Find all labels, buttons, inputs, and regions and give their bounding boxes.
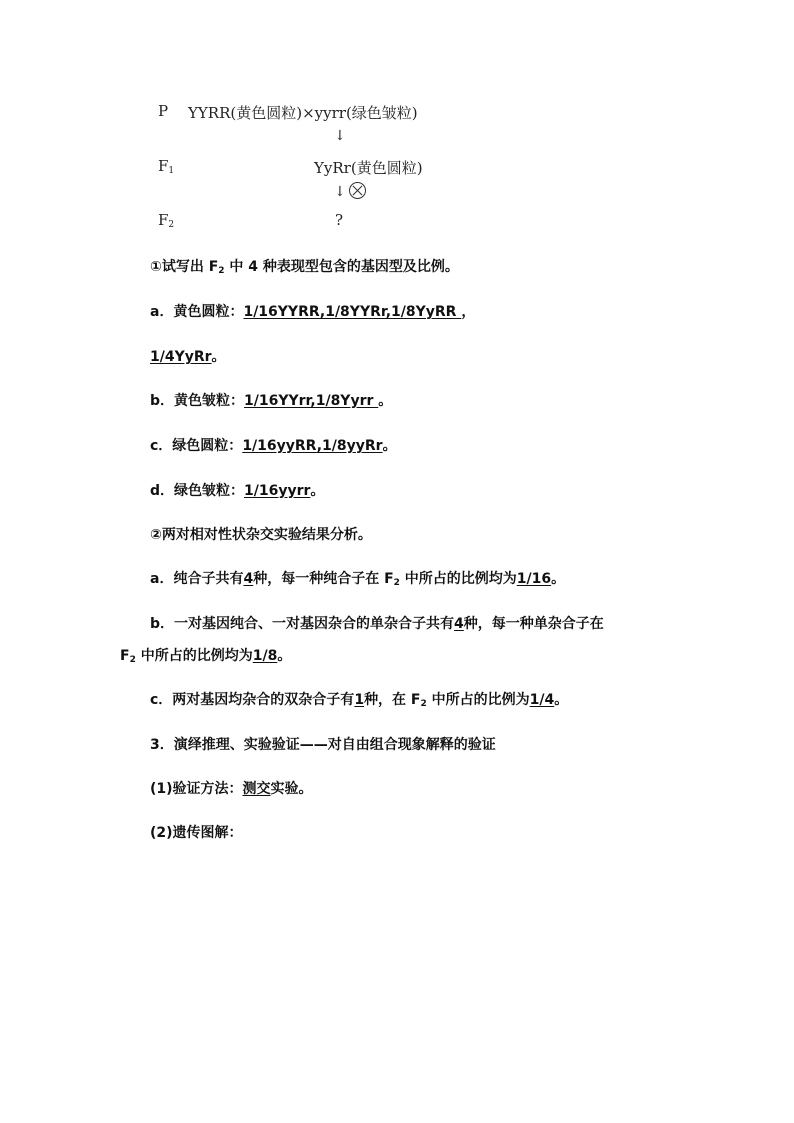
answer-blank: 1/16 [516, 571, 552, 587]
q1-item-a-cont: 1/4YyRr。 [150, 349, 226, 365]
generation-f2-label: $F_2$ [158, 211, 175, 230]
generation-p-label: P [158, 102, 169, 120]
answer-blank: 1/4 [529, 692, 555, 708]
q1-item-a: a．黄色圆粒：1/16YYRR,1/8YYRr,1/8YyRR ， [150, 304, 476, 320]
answer-blank: 4 [454, 616, 464, 632]
answer-blank: 1/16yyrr [244, 483, 311, 499]
section-3-heading: 3．演绎推理、实验验证——对自由组合现象解释的验证 [150, 737, 496, 753]
q1-title: ①试写出 $F_2$ 中 4 种表现型包含的基因型及比例。 [150, 259, 459, 276]
section-3-item-2: (2)遗传图解： [150, 825, 243, 841]
answer-blank: 1/16yyRR,1/8yyRr [242, 438, 383, 454]
q2-item-c: c．两对基因均杂合的双杂合子有1种，在 $F_2$ 中所占的比例为1/4。 [150, 692, 569, 709]
answer-blank: 4 [243, 571, 254, 587]
q1-item-d: d．绿色皱粒：1/16yyrr。 [150, 483, 325, 499]
generation-f1-label: $F_1$ [158, 157, 175, 176]
q2-item-b: b．一对基因纯合、一对基因杂合的单杂合子共有4种，每一种单杂合子在 [150, 616, 604, 632]
self-cross-icon [349, 182, 366, 199]
q1-item-c: c．绿色圆粒：1/16yyRR,1/8yyRr。 [150, 438, 397, 454]
parent-cross: YYRR(黄色圆粒)×yyrr(绿色皱粒) [188, 104, 418, 122]
arrow-down-icon: ↓ [334, 128, 346, 144]
q2-item-b-cont: $F_2$ 中所占的比例均为1/8。 [120, 648, 292, 665]
answer-blank: 1/16YYrr,1/8Yyrr [244, 393, 379, 409]
q2-item-a: a．纯合子共有4种，每一种纯合子在 $F_2$ 中所占的比例均为1/16。 [150, 571, 566, 588]
f2-unknown: ? [335, 211, 344, 229]
answer-blank: 测交 [242, 781, 271, 797]
selfing-arrow [334, 182, 366, 200]
arrow-down-icon: ↓ [334, 184, 346, 200]
q2-title: ②两对相对性状杂交实验结果分析。 [150, 527, 372, 543]
answer-blank: 1 [354, 692, 365, 708]
f1-genotype: YyRr(黄色圆粒) [314, 159, 423, 177]
answer-blank: 1/16YYRR,1/8YYRr,1/8YyRR [243, 304, 462, 320]
answer-blank: 1/4YyRr [150, 349, 212, 365]
answer-blank: 1/8 [252, 648, 278, 664]
section-3-item-1: (1)验证方法：测交实验。 [150, 781, 313, 797]
q1-item-b: b．黄色皱粒：1/16YYrr,1/8Yyrr 。 [150, 393, 393, 409]
